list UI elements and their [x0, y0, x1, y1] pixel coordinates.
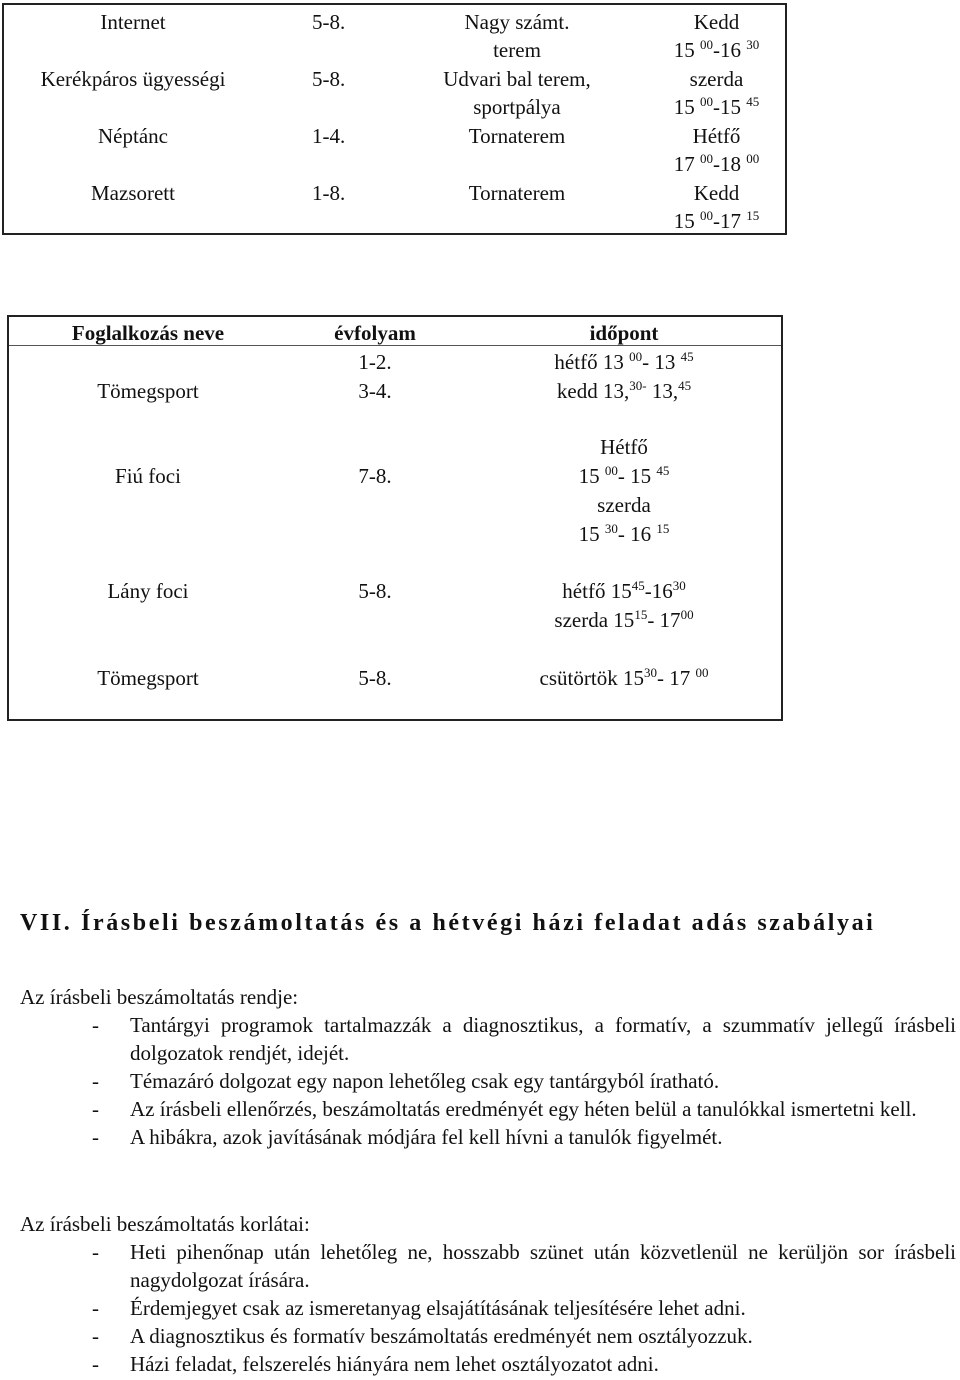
activity-place: Tornaterem — [468, 124, 566, 148]
column-header-name: Foglalkozás neve — [71, 321, 225, 345]
sport-grade: 5-8. — [358, 666, 392, 690]
section-heading: VII. Írásbeli beszámoltatás és a hétvégi házi feladat adás szabályai — [20, 910, 876, 936]
sport-time: Hétfő 15 $^{00}$- 15 $^{45}$ szerda 15 $^{30}$- 16 $^{15}$ — [578, 435, 670, 546]
list-item: - Heti pihenőnap után lehetőleg ne, hosszabb szünet után közvetlenül ne kerüljön sor írásbeli nagydolgozat írására. — [92, 1240, 956, 1292]
activity-place: Nagy számt. terem — [464, 10, 570, 62]
sport-grade: 5-8. — [358, 579, 392, 603]
sport-name: Lány foci — [107, 579, 189, 603]
activity-time: Kedd 15 $^{00}$-17 $^{15}$ — [673, 181, 760, 233]
activity-time: Kedd 15 $^{00}$-16 $^{30}$ — [673, 10, 760, 62]
activity-grade: 5-8. — [312, 67, 346, 91]
list-item: - A hibákra, azok javításának módjára fel kell hívni a tanulók figyelmét. — [92, 1125, 723, 1149]
sport-grade: 1-2. 3-4. — [358, 350, 392, 403]
activity-place: Udvari bal terem, sportpálya — [443, 67, 591, 119]
list-item: - Érdemjegyet csak az ismeretanyag elsajátításának teljesítésére lehet adni. — [92, 1296, 746, 1320]
activities-table-1 — [2, 3, 787, 235]
sport-grade: 7-8. — [358, 464, 392, 488]
activity-name: Mazsorett — [91, 181, 175, 205]
limits-block — [20, 1210, 956, 1378]
rules-intro: Az írásbeli beszámoltatás rendje: — [20, 985, 299, 1009]
sport-time: csütörtök $15^{30}-$ 17 $^{00}$ — [539, 665, 709, 690]
activity-grade: 1-8. — [312, 181, 346, 205]
list-item: - Tantárgyi programok tartalmazzák a diagnosztikus, a formatív, a szummatív jellegű írásbeli dolgozatok rendjét, idejét. — [92, 1013, 956, 1065]
list-item: - Az írásbeli ellenőrzés, beszámoltatás eredményét egy héten belül a tanulókkal ismertetni kell. — [92, 1097, 917, 1121]
activity-place: Tornaterem — [468, 181, 566, 205]
sport-time: hétfő 13 $^{00}$- 13 $^{45}$ kedd 13,$^{30-}$ 13,45 — [554, 349, 694, 403]
activity-grade: 1-4. — [312, 124, 346, 148]
column-header-grade: évfolyam — [334, 321, 416, 345]
activity-name: Néptánc — [98, 124, 168, 148]
sport-time: hétfő $15^{45}-16^{30}$ szerda $15^{15}-$ $17^{00}$ — [554, 578, 694, 632]
list-item: - Témazáró dolgozat egy napon lehetőleg csak egy tantárgyból íratható. — [92, 1069, 720, 1093]
sport-name: Tömegsport — [97, 666, 199, 690]
activity-time: Hétfő 17 $^{00}$-18 $^{00}$ — [673, 124, 760, 176]
rules-block — [20, 983, 956, 1151]
column-header-time: időpont — [589, 321, 659, 345]
limits-intro: Az írásbeli beszámoltatás korlátai: — [20, 1212, 310, 1236]
sport-name: Tömegsport — [97, 379, 199, 403]
header-rule — [9, 345, 781, 346]
sport-name: Fiú foci — [115, 464, 181, 488]
activity-grade: 5-8. — [312, 10, 346, 34]
activity-name: Kerékpáros ügyességi — [40, 67, 226, 91]
activity-time: szerda 15 $^{00}$-15 $^{45}$ — [673, 67, 760, 119]
activity-name: Internet — [100, 10, 166, 34]
list-item: - Házi feladat, felszerelés hiányára nem lehet osztályozatot adni. — [92, 1352, 659, 1376]
sports-table — [7, 315, 783, 721]
list-item: - A diagnosztikus és formatív beszámoltatás eredményét nem osztályozzuk. — [92, 1324, 753, 1348]
